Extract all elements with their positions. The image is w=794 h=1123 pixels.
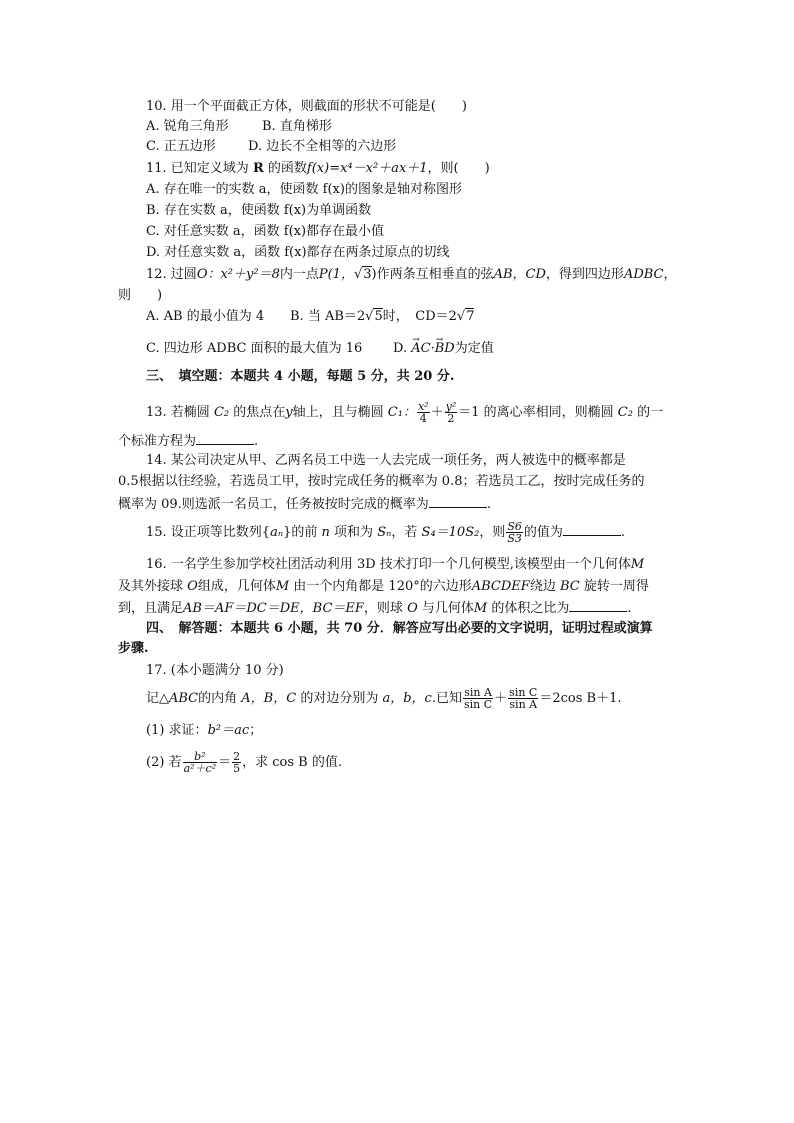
q14-line3: 概率为 09.则选派一名员工，任务被按时完成的概率为 . <box>118 497 491 512</box>
q11-option-b: B. 存在实数 a，使函数 f(x)为单调函数 <box>146 203 372 218</box>
q16-line2: 及其外接球 O组成，几何体M 由一个内角都是 120°的六边形ABCDEF绕边 BC 旋转一周得 <box>118 579 649 594</box>
q12-stem: 12. 过圆O：x²＋y²＝8内一点P(1，√3)作两条互相垂直的弦AB，CD，得到四边形ADBC， <box>146 267 677 282</box>
q15-answer-blank[interactable] <box>563 523 621 536</box>
q12-stem-line2: 则 ) <box>118 288 163 303</box>
q12-option-b: B. 当 AB＝2√5时， CD＝2√7 <box>290 309 475 324</box>
q10-stem: 10. 用一个平面截正方体，则截面的形状不可能是( ) <box>146 99 467 114</box>
q13-answer-blank[interactable] <box>196 432 254 445</box>
q14-line2: 0.5根据以往经验，若选员工甲，按时完成任务的概率为 0.8；若选员工乙，按时完成任务的 <box>118 474 645 489</box>
q10-option-a: A. 锐角三角形 <box>146 119 229 134</box>
section-4-heading-line2: 步骤. <box>118 641 149 656</box>
q13-stem: 13. 若椭圆 C₂ 的焦点在y轴上，且与椭圆 C₁： $\frac{\text{x²}}{4}$ ＋ $\frac{\text{y²}}{2}$ ＝1 的离心率相同，则椭圆 C₂ 的一 <box>146 400 664 425</box>
q17-stem: 记△ABC的内角 A，B，C 的对边分别为 a，b，c.已知 $\frac{\text{sin A}}{\text{sin C}}$ ＋ $\frac{\text{sin C}}{\text{sin A}}$ ＝2cos B＋1. <box>146 686 622 711</box>
section-3-heading: 三、 填空题：本题共 4 小题，每题 5 分，共 20 分. <box>146 369 455 384</box>
q17-title: 17. (本小题满分 10 分) <box>146 663 284 678</box>
q17-part1: (1) 求证：b²＝ac； <box>146 723 263 738</box>
q16-line1: 16. 一名学生参加学校社团活动利用 3D 技术打印一个几何模型,该模型由一个几何体M <box>146 557 645 572</box>
q10-option-d: D. 边长不全相等的六边形 <box>248 139 397 154</box>
q16-answer-blank[interactable] <box>569 599 627 612</box>
q11-option-a: A. 存在唯一的实数 a，使函数 f(x)的图象是轴对称图形 <box>146 182 462 197</box>
q11-option-d: D. 对任意实数 a，函数 f(x)都存在两条过原点的切线 <box>146 245 450 260</box>
q15-stem: 15. 设正项等比数列{aₙ}的前 n 项和为 Sₙ，若 S₄＝10S₂，则 $\frac{S6}{S3}$ 的值为 . <box>146 520 626 545</box>
q12-option-c: C. 四边形 ADBC 面积的最大值为 16 <box>146 341 363 356</box>
q12-option-a: A. AB 的最小值为 4 <box>146 309 265 324</box>
q11-option-c: C. 对任意实数 a，函数 f(x)都存在最小值 <box>146 224 385 239</box>
q17-part2: (2) 若 $\frac{\text{b²}}{\text{a²＋c²}}$ ＝ $\frac{2}{5}$ ，求 cos B 的值. <box>146 750 342 775</box>
q12-option-d: D. → AC·→ BD为定值 <box>393 340 494 358</box>
q11-stem: 11. 已知定义域为 R 的函数f(x)=x⁴－x²＋ax＋1，则( ) <box>146 161 490 176</box>
q10-option-c: C. 正五边形 <box>146 139 216 154</box>
q13-line2: 个标准方程为 . <box>118 434 259 449</box>
section-4-heading: 四、 解答题：本题共 6 小题，共 70 分．解答应写出必要的文字说明，证明过程或演算 <box>146 621 653 636</box>
q14-line1: 14. 某公司决定从甲、乙两名员工中选一人去完成一项任务，两人被选中的概率都是 <box>146 453 626 468</box>
q14-answer-blank[interactable] <box>429 495 487 508</box>
q16-line3: 到，且满足AB＝AF＝DC＝DE，BC＝EF，则球 O 与几何体M 的体积之比为 . <box>118 601 632 616</box>
q10-option-b: B. 直角梯形 <box>262 119 332 134</box>
